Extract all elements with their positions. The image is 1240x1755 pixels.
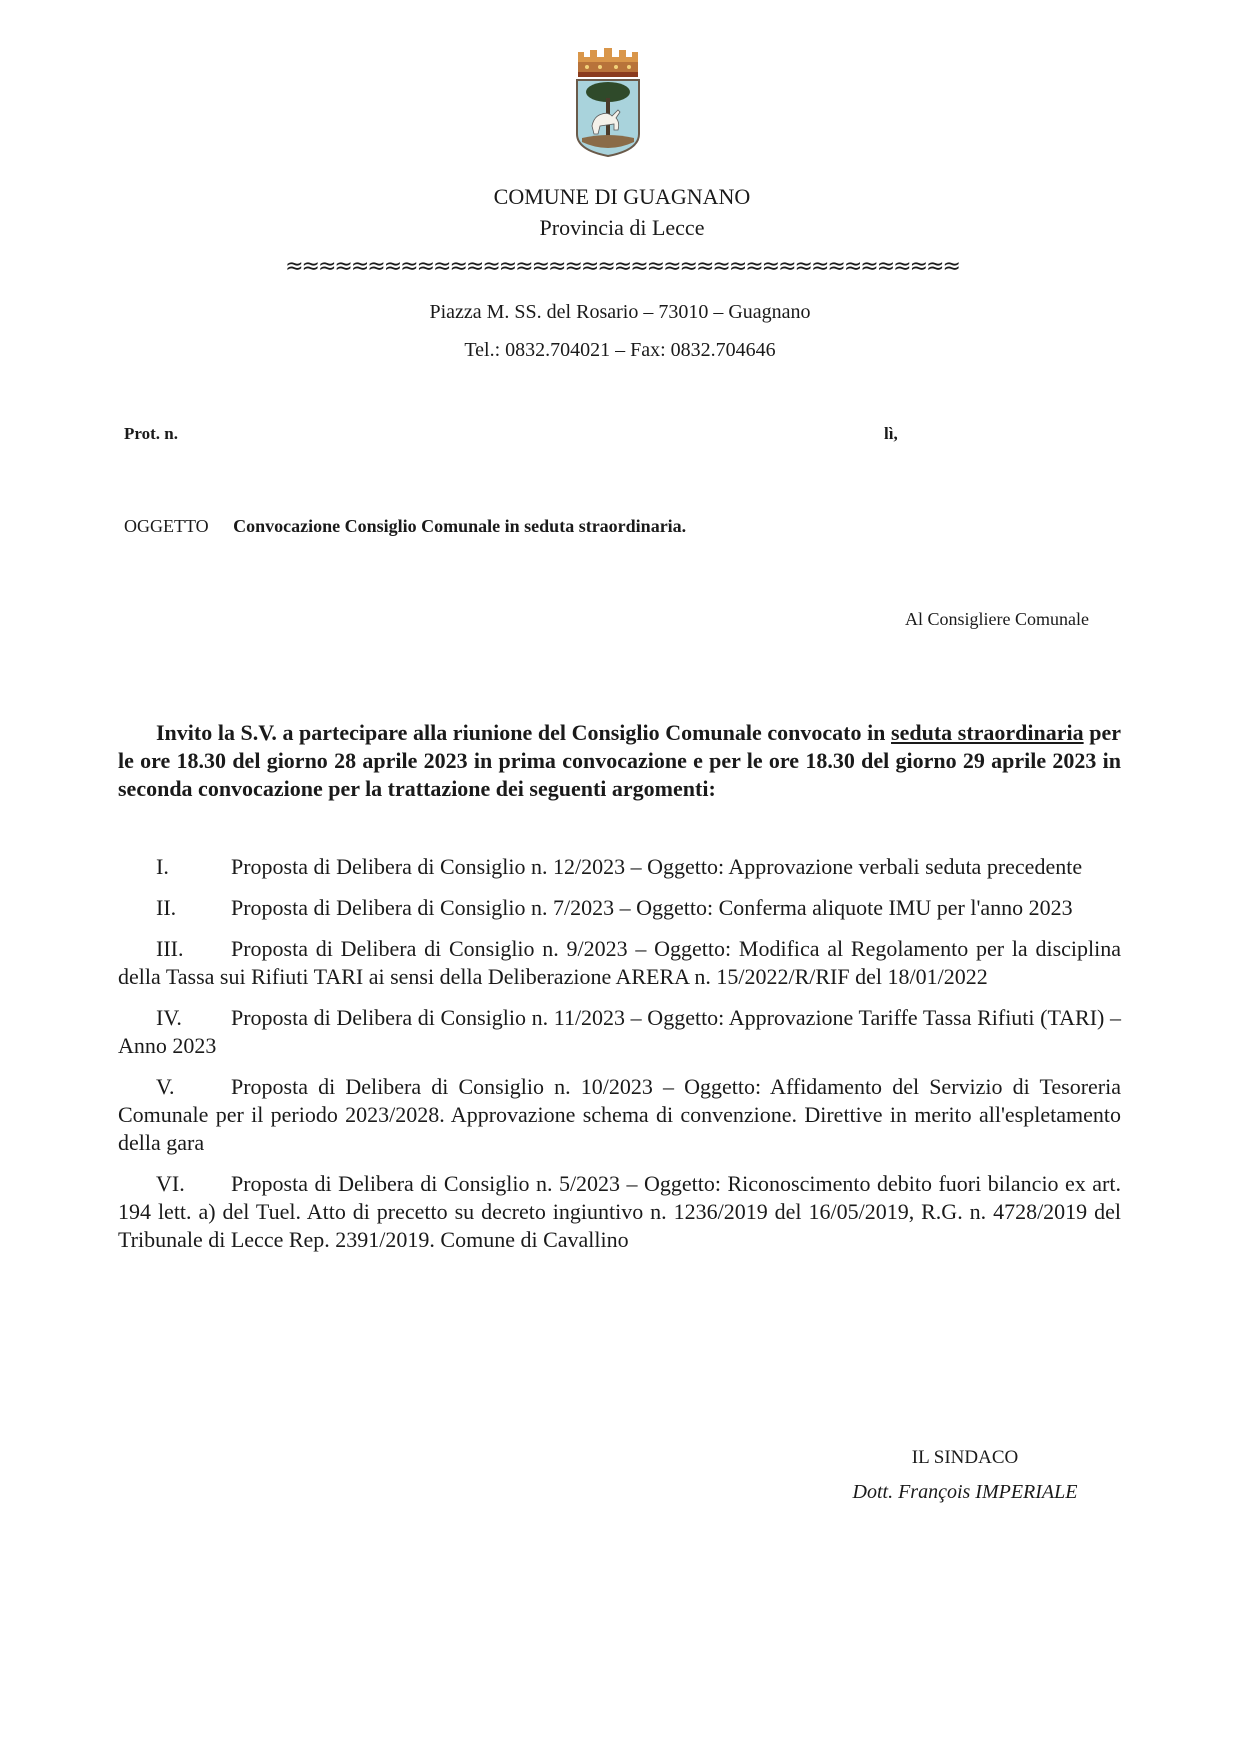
municipality-contacts: Tel.: 0832.704021 – Fax: 0832.704646 [464,339,776,361]
agenda-item-number: I. [156,854,169,879]
subject-text: Convocazione Consiglio Comunale in seduta straordinaria. [233,516,687,536]
invitation-text-start: Invito la S.V. a partecipare alla riunione del Consiglio Comunale convocato in [156,720,892,745]
agenda-item-number: VI. [156,1171,185,1196]
agenda-item [118,894,1121,922]
header-divider: ≈≈≈≈≈≈≈≈≈≈≈≈≈≈≈≈≈≈≈≈≈≈≈≈≈≈≈≈≈≈≈≈≈≈≈≈≈≈≈≈≈ [285,254,959,279]
agenda-item-text: Proposta di Delibera di Consiglio n. 5/2023 – Oggetto: Riconoscimento debito fuori bilancio ex art. 194 lett. a) del Tuel. Atto di precetto su decreto ingiuntivo n. 1236/2019 del 16/05/2019, R.G. n. 4728/2019 del Tribunale di Lecce Rep. 2391/2019. Comune di Cavallino [118,1171,1121,1252]
place-date-label: lì, [884,424,898,443]
agenda-list [118,853,1121,1267]
coat-of-arms-icon [574,46,642,158]
invitation-paragraph [118,719,1121,803]
agenda-item [118,935,1121,991]
municipality-name: COMUNE DI GUAGNANO [493,184,751,209]
agenda-item [118,853,1121,881]
agenda-item-text: Proposta di Delibera di Consiglio n. 7/2023 – Oggetto: Conferma aliquote IMU per l'anno 2023 [231,895,1073,920]
agenda-item [118,1004,1121,1060]
agenda-item-text: Proposta di Delibera di Consiglio n. 9/2023 – Oggetto: Modifica al Regolamento per la disciplina della Tassa sui Rifiuti TARI ai sensi della Deliberazione ARERA n. 15/2022/R/RIF del 18/01/2022 [118,936,1121,989]
municipality-address: Piazza M. SS. del Rosario – 73010 – Guagnano [429,301,811,323]
subject-label: OGGETTO [124,516,209,536]
signatory-title: IL SINDACO [911,1447,1019,1468]
agenda-item-text: Proposta di Delibera di Consiglio n. 11/2023 – Oggetto: Approvazione Tariffe Tassa Rifiuti (TARI) – Anno 2023 [118,1005,1121,1058]
invitation-text-end: per le ore 18.30 del giorno 28 aprile 2023 in prima convocazione e per le ore 18.30 del giorno 29 aprile 2023 in seconda convocazione per la trattazione dei seguenti argomenti: [118,720,1122,801]
agenda-item-number: IV. [156,1005,182,1030]
recipient: Al Consigliere Comunale [905,609,1089,629]
agenda-item [118,1170,1121,1254]
agenda-item-text: Proposta di Delibera di Consiglio n. 12/2023 – Oggetto: Approvazione verbali seduta precedente [231,854,1083,879]
agenda-item-number: II. [156,895,177,920]
protocol-label: Prot. n. [124,424,178,443]
subject-line [124,516,686,537]
signatory-name: Dott. François IMPERIALE [852,1481,1078,1503]
agenda-item-number: III. [156,936,184,961]
agenda-item-number: V. [156,1074,175,1099]
invitation-session-type: seduta straordinaria [891,720,1084,745]
agenda-item-text: Proposta di Delibera di Consiglio n. 10/2023 – Oggetto: Affidamento del Servizio di Tesoreria Comunale per il periodo 2023/2028. Approvazione schema di convenzione. Direttive in merito all'espletamento della gara [118,1074,1121,1155]
province-name: Provincia di Lecce [539,215,705,240]
agenda-item [118,1073,1121,1157]
